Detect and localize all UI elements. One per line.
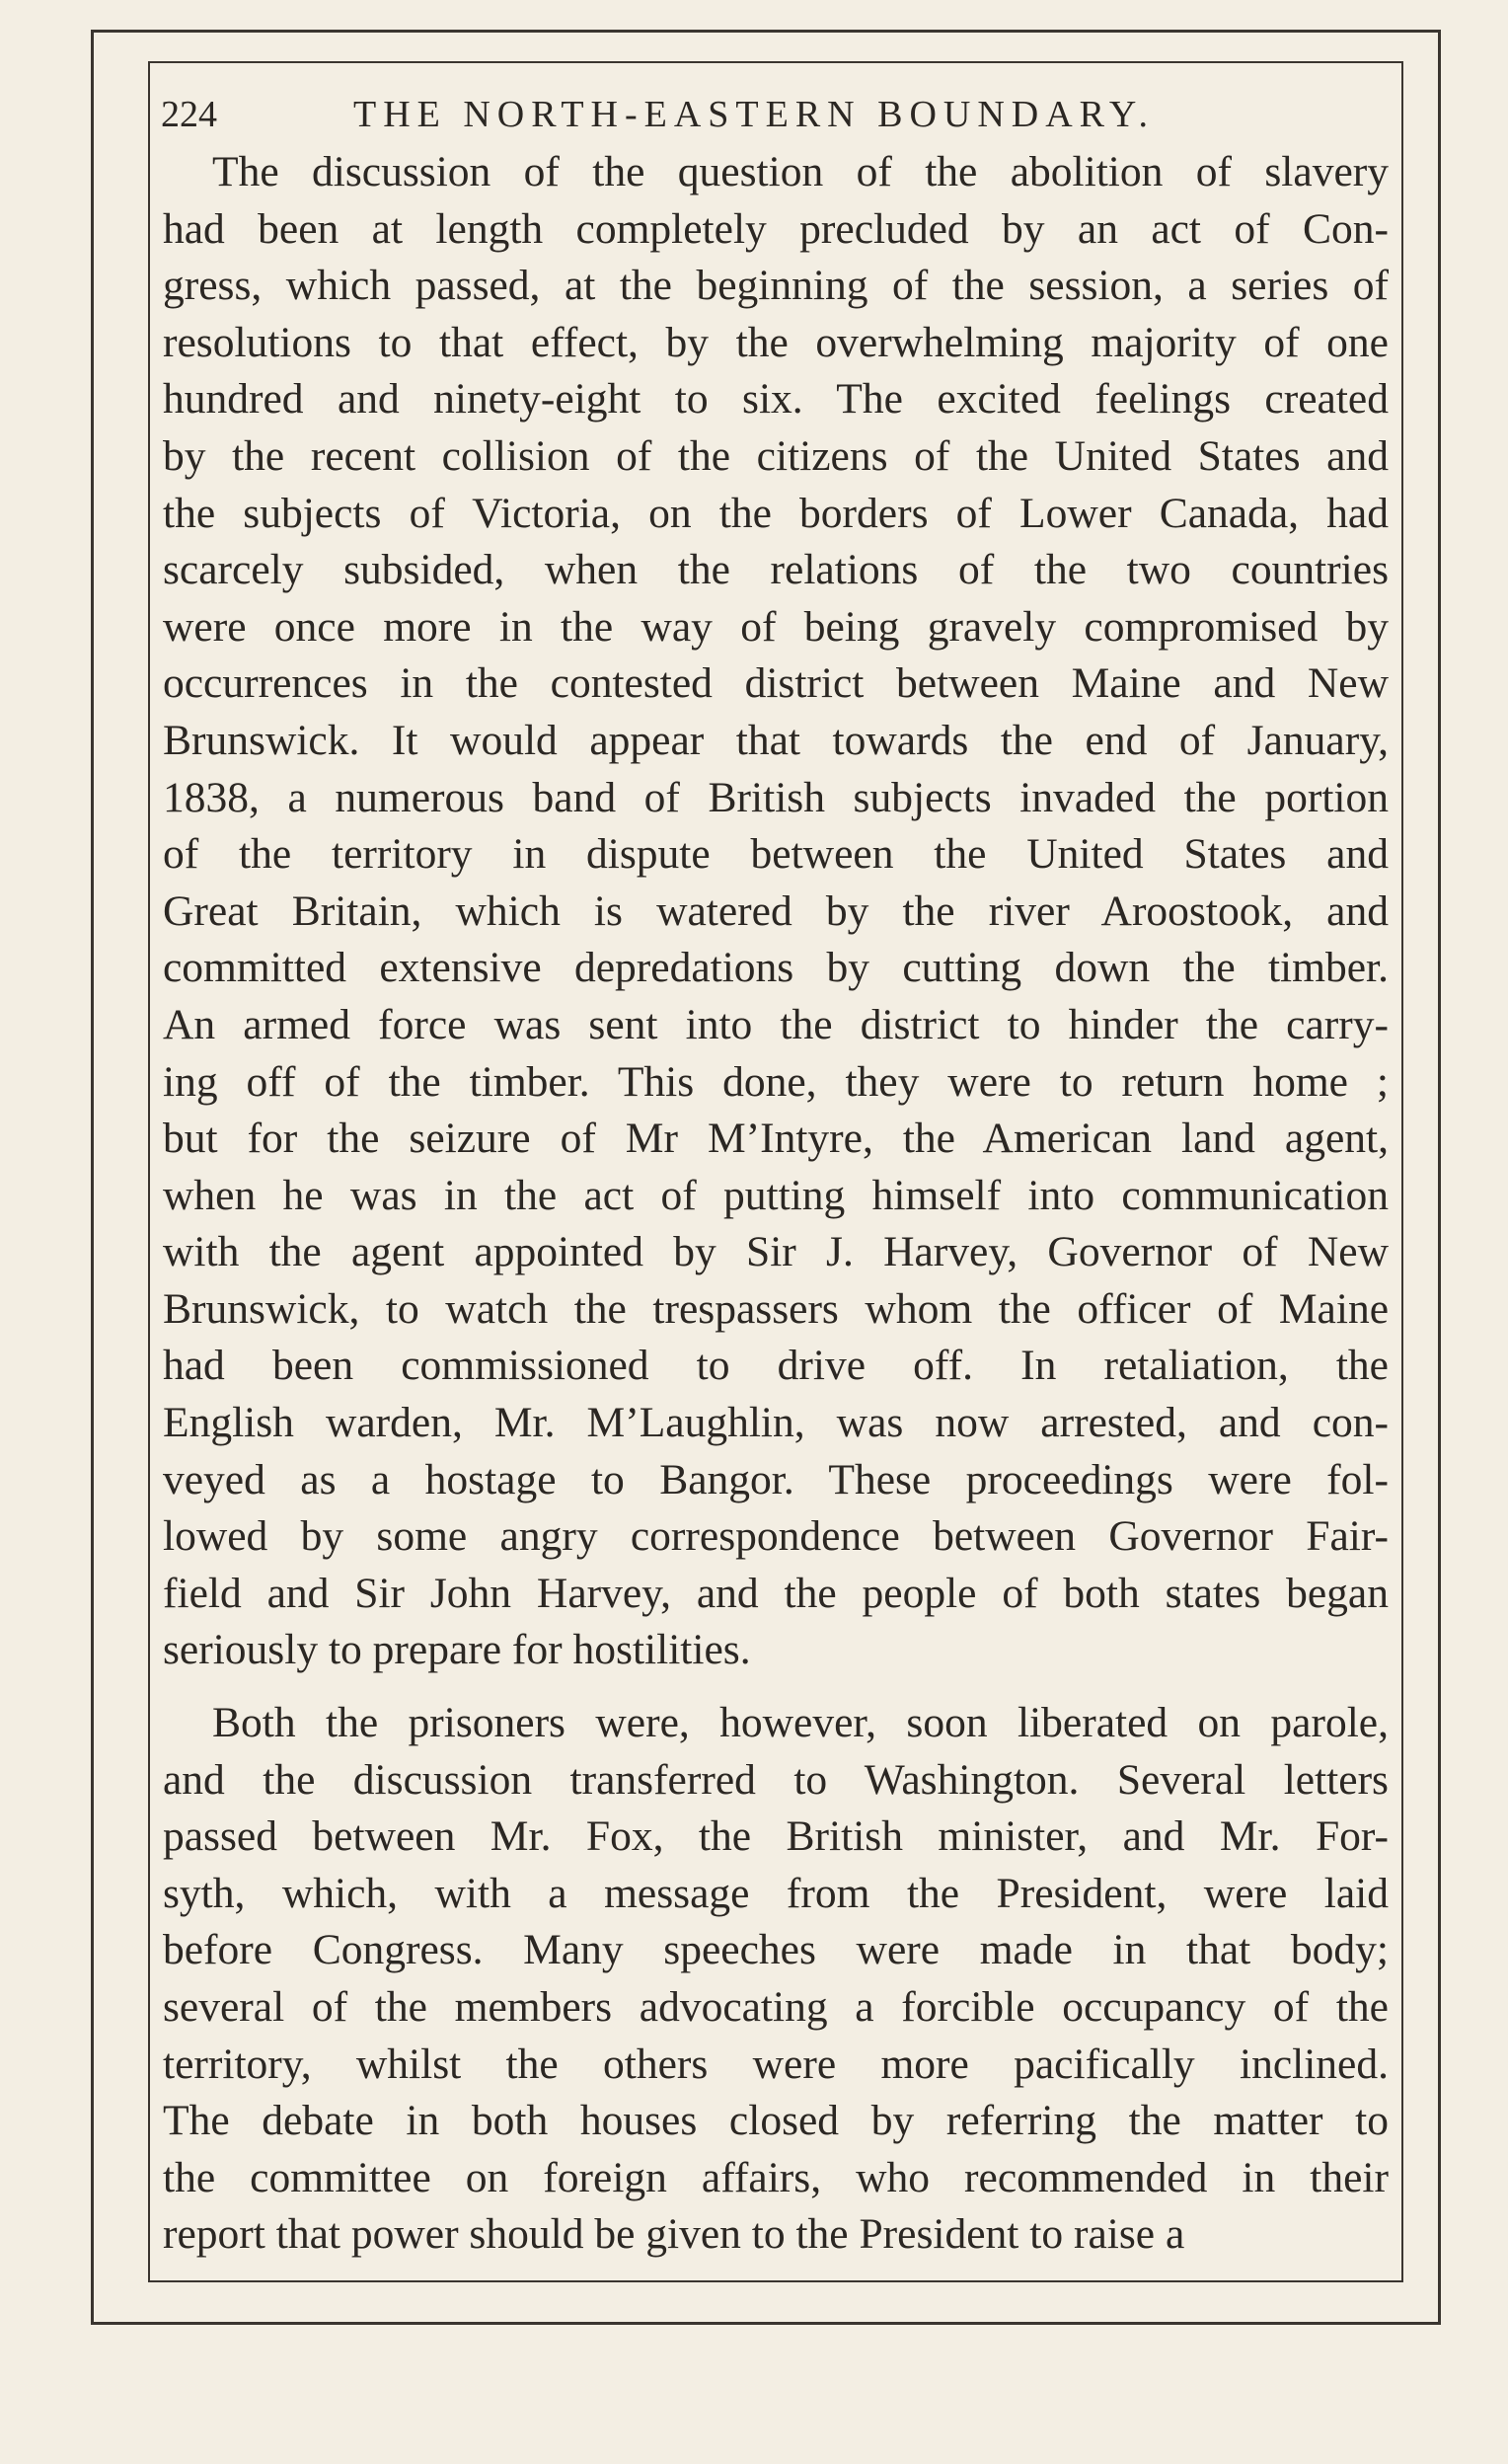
text-line: the committee on foreign affairs, who recommended in their xyxy=(163,2153,1389,2201)
text-line: committed extensive depredations by cutting down the timber. xyxy=(163,944,1389,992)
text-line: resolutions to that effect, by the overwhelming majority of one xyxy=(163,318,1389,366)
text-line: when he was in the act of putting himself into communication xyxy=(163,1171,1389,1219)
text-line: English warden, Mr. M’Laughlin, was now arrested, and con- xyxy=(163,1399,1389,1447)
text-line: report that power should be given to the President to raise a xyxy=(163,2210,1185,2259)
text-line: The debate in both houses closed by referring the matter to xyxy=(163,2097,1389,2145)
text-line: scarcely subsided, when the relations of the two countries xyxy=(163,546,1389,594)
text-line: of the territory in dispute between the United States and xyxy=(163,830,1389,879)
text-line: occurrences in the contested district between Maine and New xyxy=(163,659,1389,708)
text-line: ing off of the timber. This done, they were to return home ; xyxy=(163,1057,1389,1106)
text-line: had been at length completely precluded by an act of Con- xyxy=(163,204,1389,253)
text-line: seriously to prepare for hostilities. xyxy=(163,1626,751,1674)
text-line: and the discussion transferred to Washington. Several letters xyxy=(163,1755,1389,1804)
text-line: gress, which passed, at the beginning of the session, a series of xyxy=(163,262,1389,310)
text-line: lowed by some angry correspondence between Governor Fair- xyxy=(163,1512,1389,1561)
text-line: had been commissioned to drive off. In retaliation, the xyxy=(163,1342,1389,1390)
paragraph xyxy=(163,144,1389,1679)
text-line: The discussion of the question of the abolition of slavery xyxy=(212,148,1389,195)
text-line: but for the seizure of Mr M’Intyre, the American land agent, xyxy=(163,1115,1389,1163)
page-number: 224 xyxy=(161,94,217,135)
running-head: THE NORTH-EASTERN BOUNDARY. xyxy=(353,94,1155,135)
paragraph xyxy=(163,1695,1389,2264)
text-line: with the agent appointed by Sir J. Harvey, Governor of New xyxy=(163,1228,1389,1276)
text-line: Both the prisoners were, however, soon liberated on parole, xyxy=(212,1699,1389,1747)
text-line: syth, which, with a message from the President, were laid xyxy=(163,1869,1389,1917)
text-line: several of the members advocating a forcible occupancy of the xyxy=(163,1983,1389,2031)
text-line: the subjects of Victoria, on the borders of Lower Canada, had xyxy=(163,489,1389,537)
text-line: before Congress. Many speeches were made in that body; xyxy=(163,1926,1389,1974)
text-line: veyed as a hostage to Bangor. These proceedings were fol- xyxy=(163,1455,1389,1503)
text-line: passed between Mr. Fox, the British minister, and Mr. For- xyxy=(163,1812,1389,1861)
text-line: Brunswick, to watch the trespassers whom the officer of Maine xyxy=(163,1284,1389,1333)
text-line: field and Sir John Harvey, and the people of both states began xyxy=(163,1569,1389,1617)
text-line: hundred and ninety-eight to six. The excited feelings created xyxy=(163,375,1389,424)
body-text xyxy=(163,144,1389,2264)
text-line: An armed force was sent into the district to hinder the carry- xyxy=(163,1000,1389,1048)
text-line: territory, whilst the others were more pacifically inclined. xyxy=(163,2040,1389,2088)
text-line: were once more in the way of being gravely compromised by xyxy=(163,602,1389,651)
text-line: by the recent collision of the citizens of the United States and xyxy=(163,431,1389,480)
text-line: Brunswick. It would appear that towards the end of January, xyxy=(163,716,1389,764)
text-line: Great Britain, which is watered by the river Aroostook, and xyxy=(163,886,1389,935)
text-line: 1838, a numerous band of British subjects invaded the portion xyxy=(163,773,1389,821)
page-header xyxy=(161,87,1395,142)
